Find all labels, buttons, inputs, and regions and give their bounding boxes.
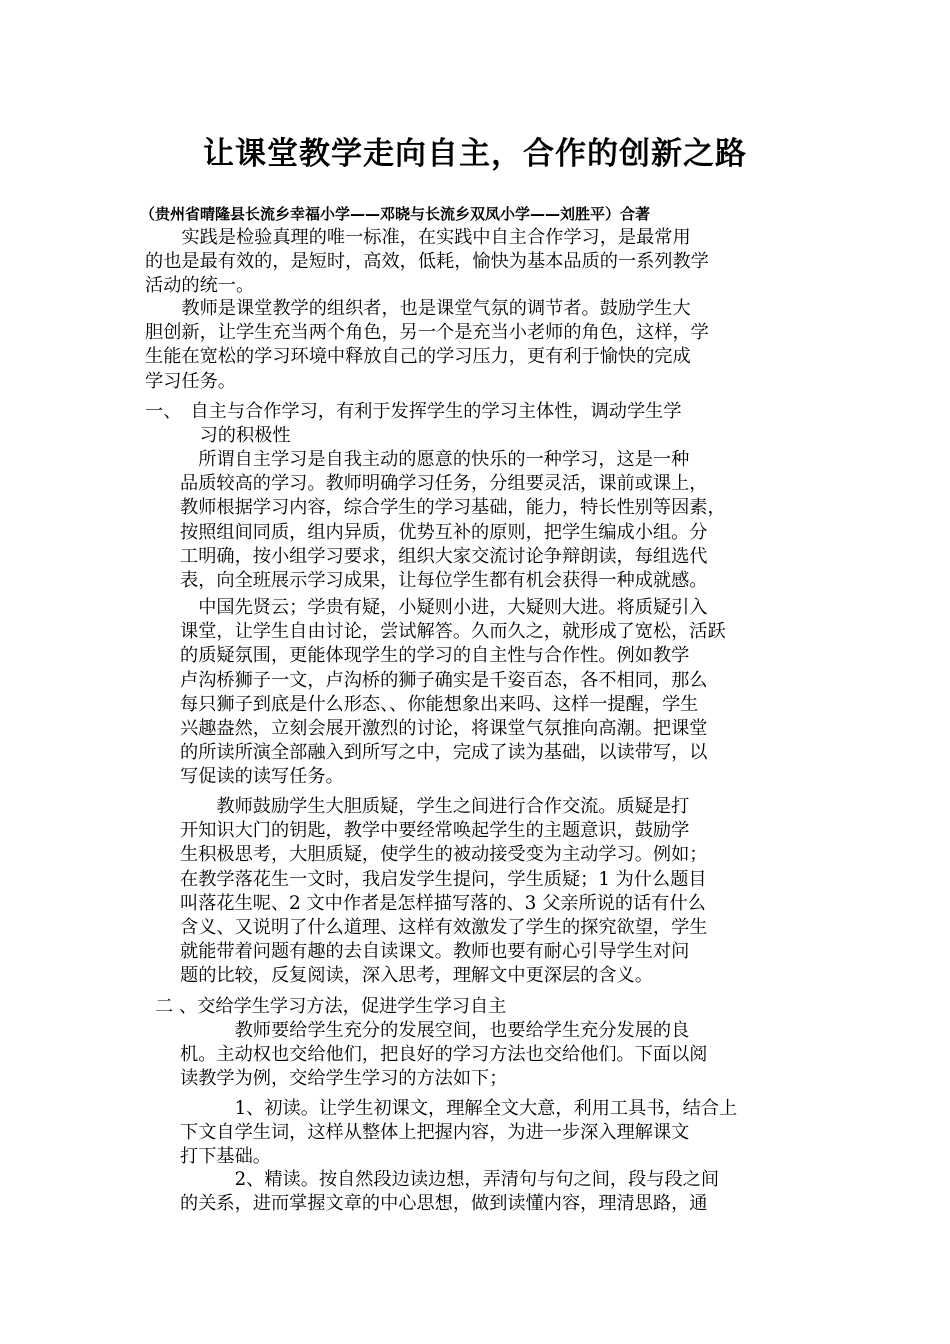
text-line: 课堂，让学生自由讨论，尝试解答。久而久之，就形成了宽松，活跃: [180, 621, 726, 643]
text-line: 下文自学生词，这样从整体上把握内容，为进一步深入理解课文: [180, 1122, 690, 1144]
text-line: 卢沟桥狮子一文，卢沟桥的狮子确实是千姿百态，各不相同，那么: [180, 669, 708, 691]
text-line: 实践是检验真理的唯一标准，在实践中自主合作学习，是最常用: [145, 227, 691, 248]
text-line: 活动的统一。: [145, 275, 255, 297]
text-line: 叫落花生呢、2 文中作者是怎样描写落的、3 父亲所说的话有什么: [180, 892, 706, 914]
text-line: 学习任务。: [145, 370, 236, 392]
text-line: 生积极思考，大胆质疑，使学生的被动接受变为主动学习。例如；: [180, 844, 708, 866]
text-line: 的所读所演全部融入到所写之中，完成了读为基础，以读带写，以: [180, 742, 708, 764]
text-line: 写促读的读写任务。: [180, 766, 344, 788]
text-line: 生能在宽松的学习环境中释放自己的学习压力，更有利于愉快的完成: [145, 346, 691, 368]
text-line: 教师鼓励学生大胆质疑，学生之间进行合作交流。质疑是打: [180, 796, 690, 817]
paragraph-close-reading: [180, 1168, 810, 1216]
text-line: 按照组间同质，组内异质，优势互补的原则，把学生编成小组。分: [180, 521, 708, 543]
text-line: 工明确，按小组学习要求，组织大家交流讨论争辩朗读，每组选代: [180, 545, 708, 567]
paragraph-methods: [180, 1019, 810, 1092]
paragraph-self-study: [180, 448, 810, 593]
text-line: 表，向全班展示学习成果，让每位学生都有机会获得一种成就感。: [180, 569, 708, 591]
text-line: 品质较高的学习。教师明确学习任务，分组要灵活，课前或课上，: [180, 473, 708, 495]
text-line: 中国先贤云；学贵有疑，小疑则小进，大疑则大进。将质疑引入: [180, 597, 708, 618]
text-line: 兴趣盎然，立刻会展开激烈的讨论，将课堂气氛推向高潮。把课堂: [180, 717, 708, 739]
text-line: 一、 自主与合作学习，有利于发挥学生的学习主体性，调动学生学: [145, 401, 682, 422]
section-heading-1: [145, 400, 810, 448]
paragraph-first-reading: [180, 1097, 810, 1170]
text-line: 所谓自主学习是自我主动的愿意的快乐的一种学习，这是一种: [180, 449, 690, 470]
text-line: 的关系，进而掌握文章的中心思想，做到读懂内容，理清思路，通: [180, 1193, 708, 1215]
text-line: 开知识大门的钥匙，教学中要经常唤起学生的主题意识，鼓励学: [180, 820, 690, 842]
section-heading-2: [155, 995, 810, 1019]
text-line: 在教学落花生一文时，我启发学生提问，学生质疑；1 为什么题目: [180, 868, 707, 890]
paragraph-teacher-role: [145, 297, 810, 394]
text-line: 题的比较，反复阅读，深入思考，理解文中更深层的含义。: [180, 965, 653, 987]
text-line: 机。主动权也交给他们，把良好的学习方法也交给他们。下面以阅: [180, 1044, 708, 1066]
text-line: 含义、又说明了什么道理、这样有效激发了学生的探究欲望，学生: [180, 916, 708, 938]
text-line: 的质疑氛围，更能体现学生的学习的自主性与合作性。例如教学: [180, 645, 690, 667]
text-line: 胆创新，让学生充当两个角色，另一个是充当小老师的角色，这样，学: [145, 322, 709, 344]
text-line: 教师要给学生充分的发展空间，也要给学生充分发展的良: [180, 1020, 690, 1041]
paragraph-intro: [145, 226, 810, 299]
text-line: 每只狮子到底是什么形态、、你能想象出来吗、这样一提醒，学生: [180, 693, 699, 715]
text-line: 二 、交给学生学习方法，促进学生学习自主: [155, 996, 507, 1017]
document-title: 让课堂教学走向自主，合作的创新之路: [203, 136, 747, 172]
text-line: 习的积极性: [145, 425, 291, 447]
paragraph-cooperation: [180, 795, 810, 989]
text-line: 2、精读。按自然段边读边想，弄清句与句之间，段与段之间: [180, 1169, 720, 1190]
text-line: 打下基础。: [180, 1146, 271, 1168]
text-line: 1、初读。让学生初课文，理解全文大意，利用工具书，结合上: [180, 1098, 738, 1119]
text-line: 的也是最有效的，是短时，高效，低耗，愉快为基本品质的一系列教学: [145, 251, 709, 273]
document-authors: （贵州省晴隆县长流乡幸福小学——邓晓与长流乡双凤小学——刘胜平）合著: [140, 205, 651, 223]
text-line: 就能带着问题有趣的去自读课文。教师也要有耐心引导学生对问: [180, 941, 690, 963]
text-line: 教师是课堂教学的组织者，也是课堂气氛的调节者。鼓励学生大: [145, 298, 691, 319]
text-line: 读教学为例，交给学生学习的方法如下；: [180, 1068, 508, 1090]
paragraph-questioning: [180, 596, 810, 790]
text-line: 教师根据学习内容，综合学生的学习基础，能力，特长性别等因素，: [180, 497, 726, 519]
